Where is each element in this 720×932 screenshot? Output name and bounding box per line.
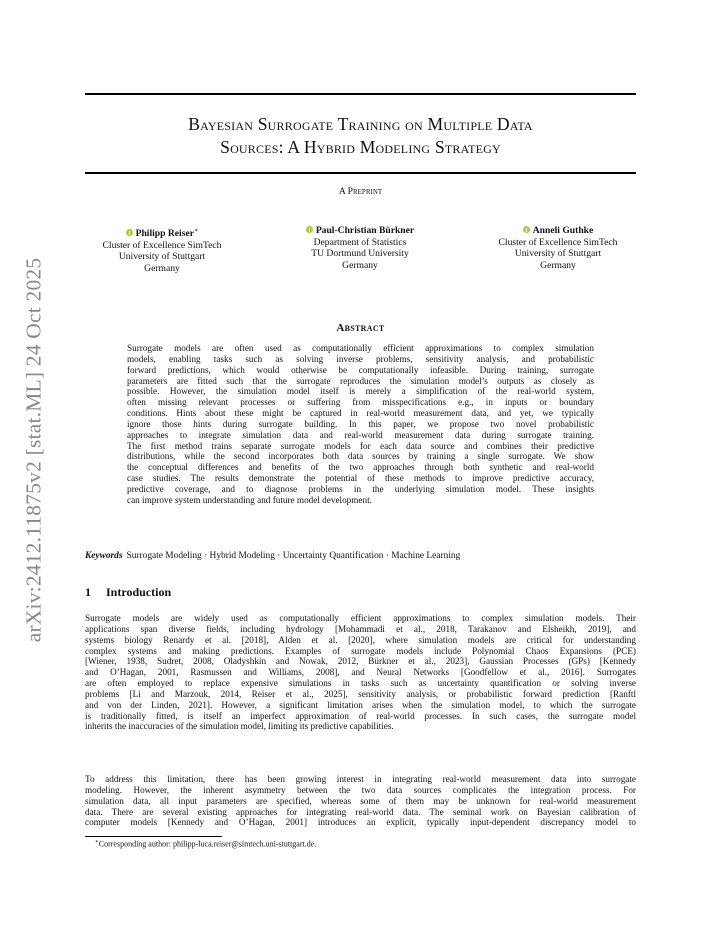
author-name: Paul-Christian Bürkner — [315, 225, 415, 236]
abstract-line: often missing relevant processes or suffering from misspecifications e.g., in inputs or boundary — [127, 397, 594, 408]
abstract-line: case studies. The results demonstrate the potential of these methods to improve predictive accuracy, — [127, 473, 594, 484]
author-card — [260, 225, 460, 271]
paragraph-line: Surrogate models are widely used as computationally efficient approximations to complex simulation models. Their — [85, 613, 636, 623]
abstract-line: The first method trains separate surrogate models for each data source and combines their predictive — [127, 440, 594, 451]
author-name: Philipp Reiser — [135, 228, 194, 240]
abstract-line: the conceptual differences and benefits of the two approaches through both synthetic and real-world — [127, 462, 594, 473]
paragraph-line: data. There are several existing approaches for integrating real-world data. The seminal work on Bayesian calibration of — [85, 806, 636, 817]
author-affiliation-line: University of Stuttgart — [514, 248, 602, 259]
author-affiliation-line: University of Stuttgart — [118, 251, 206, 263]
abstract-line: approaches to integrate simulation data and real-world measurement data during surrogate training. — [127, 429, 594, 440]
abstract-line: forward predictions, which would otherwise be computationally infeasible. During training, surrogate — [127, 364, 594, 375]
abstract-heading: Abstract — [336, 322, 385, 334]
paragraph-line: and O’Hagan, 2001, Rasmussen and Williams, 2008], and Neural Networks [Goodfellow et al., 2016]. Surrogates — [85, 667, 636, 678]
author-affiliation-line: Department of Statistics — [313, 236, 407, 248]
author-affiliation-line: Germany — [540, 259, 576, 271]
paragraph-line: are often employed to replace expensive simulations in tasks such as uncertainty quantification or solving inverse — [85, 678, 636, 689]
abstract-line: parameters are fitted such that the surrogate reproduces the simulation model’s outputs as closely as — [127, 375, 594, 386]
orcid-icon[interactable] — [306, 226, 313, 233]
paper-title — [85, 113, 636, 159]
preprint-label: A Preprint — [338, 186, 383, 197]
title-line-2: Sources: A Hybrid Modeling Strategy — [220, 137, 501, 157]
paragraph-line: problems [Li and Marzouk, 2014, Reiser et al., 2025], sensitivity analysis, or probabilistic forward prediction [Ranftl — [85, 688, 636, 699]
paragraph-line: modeling. However, the inherent asymmetry between the two data sources complicates the integration process. For — [85, 784, 636, 795]
paragraph-line: To address this limitation, there has been growing interest in integrating real-world measurement data into surrogate — [85, 774, 636, 784]
abstract-line: can improve system understanding and future model development. — [127, 494, 372, 505]
paragraph — [85, 613, 636, 732]
author-affiliation-line: TU Dortmund University — [311, 248, 409, 259]
paragraph-line: is traditionally fitted, is itself an imperfect approximation of real-world processes. In such cases, the surrogate model — [85, 710, 636, 721]
paragraph-line: computer models [Kennedy and O’Hagan, 2001] introduces an explicit, typically input-dependent discrepancy model to — [85, 817, 636, 828]
author-card — [62, 225, 262, 274]
paragraph — [85, 774, 636, 828]
paragraph-line: [Wiener, 1938, Sudret, 2008, Oladyshkin and Nowak, 2012, Bürkner et al., 2023], Gaussian Processes (GPs) [Kennedy — [85, 656, 636, 667]
footnote-rule — [85, 836, 222, 837]
paragraph-line: complex systems and making predictions. Examples of surrogate models include Polynomial Chaos Expansions (PCE) — [85, 645, 636, 656]
title-line-1: Bayesian Surrogate Training on Multiple Data — [188, 114, 533, 134]
orcid-icon[interactable] — [523, 226, 530, 233]
author-affiliation-line: Germany — [342, 259, 378, 271]
abstract-line: distributions, while the second incorporates both data sources by training a single surrogate. We show — [127, 451, 594, 462]
footnote-text: Corresponding author: philipp-luca.reiser@simtech.uni-stuttgart.de. — [98, 839, 317, 849]
title-bottom-rule — [85, 172, 636, 174]
abstract-line: predictive coverage, and to diagnose problems in the underlying simulation model. These insights — [127, 483, 594, 494]
section-number: 1 — [85, 585, 91, 599]
abstract-line: possible. However, the simulation model itself is merely a simplification of the real-world system, — [127, 386, 594, 397]
paragraph-line: inherits the inaccuracies of the simulation model, limiting its predictive capabilities. — [85, 721, 394, 732]
paragraph-line: and von der Linden, 2021]. However, a significant limitation arises when the simulation model, to which the surrogate — [85, 699, 636, 710]
section-title: Introduction — [106, 585, 172, 599]
title-top-rule — [85, 93, 636, 95]
footnote — [95, 839, 316, 849]
paragraph-line: applications span diverse fields, including hydrology [Mohammadi et al., 2018, Tarakanov and Elsheikh, 2019], and — [85, 623, 636, 634]
abstract-line: ignore those hints during surrogate building. In this paper, we propose two novel probabilistic — [127, 418, 594, 429]
abstract-line: models, enabling tasks such as solving inverse problems, sensitivity analysis, and probabilistic — [127, 353, 594, 364]
corresponding-author-mark: ∗ — [193, 227, 199, 234]
author-affiliation-line: Germany — [144, 262, 180, 274]
arxiv-side-stamp — [22, 252, 46, 647]
footnote-mark: ∗ — [95, 839, 99, 845]
author-affiliation-line: Cluster of Excellence SimTech — [498, 236, 618, 248]
section-heading — [85, 585, 171, 600]
author-affiliation-line: Cluster of Excellence SimTech — [102, 239, 222, 251]
paragraph-line: systems biology Renardy et al. [2018], Alden et al. [2020], where simulation models are critical for understanding — [85, 634, 636, 645]
author-card — [458, 225, 658, 271]
paragraph-line: simulation data, all input parameters are specified, whereas some of them may be unknown for real-world measurement — [85, 795, 636, 806]
keywords-list: Surrogate Modeling · Hybrid Modeling · Uncertainty Quantification · Machine Learning — [126, 551, 461, 561]
keywords-label: Keywords — [85, 551, 123, 561]
abstract-line: conditions. Hints about these might be captured in real-world measurement data, and yet, we typically — [127, 408, 594, 419]
keywords — [85, 551, 460, 561]
abstract-body — [127, 343, 594, 506]
arxiv-identifier: arXiv:2412.11875v2 [stat.ML] 24 Oct 2025 — [21, 257, 46, 642]
orcid-icon[interactable] — [126, 229, 133, 236]
abstract-line: Surrogate models are often used as computationally efficient approximations to complex simulation — [127, 343, 594, 353]
author-name: Anneli Guthke — [532, 225, 594, 236]
